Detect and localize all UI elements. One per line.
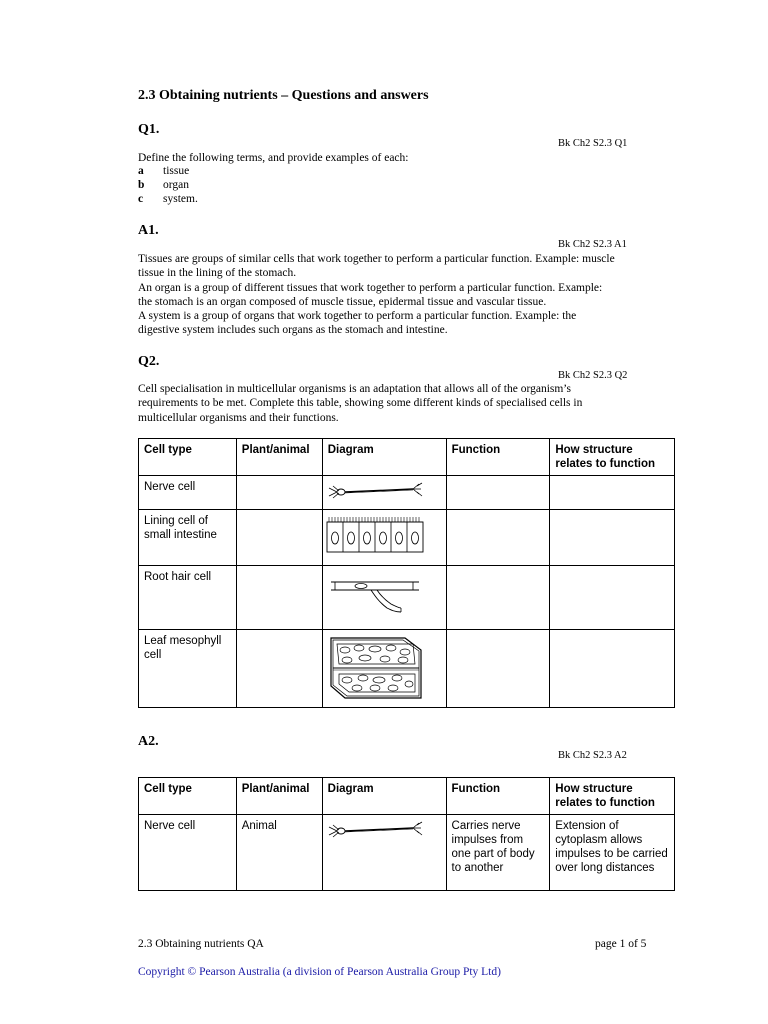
header-structure-function: How structure relates to function — [550, 439, 675, 476]
table-row — [139, 566, 675, 630]
cell-type: Root hair cell — [139, 566, 237, 630]
cell-plant-animal — [236, 510, 322, 566]
header-plant-animal: Plant/animal — [236, 778, 322, 815]
footer-copyright: Copyright © Pearson Australia (a division of Pearson Australia Group Pty Ltd) — [138, 966, 501, 978]
header-function: Function — [446, 778, 550, 815]
a2-heading: A2. — [138, 734, 159, 749]
header-plant-animal: Plant/animal — [236, 439, 322, 476]
diagram-cell — [322, 630, 446, 708]
q1-heading: Q1. — [138, 122, 160, 137]
cell-type: Nerve cell — [139, 815, 237, 891]
cell-plant-animal — [236, 566, 322, 630]
cell-function: Carries nerve impulses from one part of body to another — [446, 815, 550, 891]
q2-table — [138, 438, 675, 708]
q1-term-list — [138, 164, 198, 206]
footer-page-number: page 1 of 5 — [595, 938, 647, 950]
header-function: Function — [446, 439, 550, 476]
cell-relation: Extension of cytoplasm allows impulses to be carried over long distances — [550, 815, 675, 891]
leaf-mesophyll-cell-diagram — [325, 634, 425, 702]
table-row — [139, 630, 675, 708]
header-cell-type: Cell type — [139, 439, 237, 476]
table-row — [139, 510, 675, 566]
table-header-row — [139, 778, 675, 815]
header-cell-type: Cell type — [139, 778, 237, 815]
nerve-cell-diagram — [325, 819, 425, 843]
root-hair-cell-diagram — [325, 572, 425, 616]
list-item: c system. — [138, 193, 198, 205]
a1-answer-text: Tissues are groups of similar cells that work together to perform a particular function. Example: muscle tissue in the lining of the stomach. An organ is a group of different tissues that work together to perform a particular function. Example: the stomach is an organ composed of muscle tissue, epidermal tissue and vascular tissue. A system is a group of organs that work together to perform a particular function. Example: the digestive system includes such organs as the stomach and intestine. — [138, 253, 615, 337]
list-item: a tissue — [138, 165, 190, 177]
cell-function — [446, 476, 550, 510]
cell-relation — [550, 510, 675, 566]
cell-relation — [550, 630, 675, 708]
cell-function — [446, 566, 550, 630]
table-header-row — [139, 439, 675, 476]
header-diagram: Diagram — [322, 439, 446, 476]
nerve-cell-diagram — [325, 480, 425, 504]
cell-relation — [550, 566, 675, 630]
q1-reference: Bk Ch2 S2.3 Q1 — [558, 138, 628, 149]
cell-type: Nerve cell — [139, 476, 237, 510]
q2-heading: Q2. — [138, 354, 160, 369]
diagram-cell — [322, 815, 446, 891]
cell-plant-animal — [236, 476, 322, 510]
table-row — [139, 476, 675, 510]
a2-table — [138, 777, 675, 891]
cell-function — [446, 510, 550, 566]
list-item: b organ — [138, 179, 189, 191]
cell-plant-animal: Animal — [236, 815, 322, 891]
q1-intro: Define the following terms, and provide examples of each: — [138, 152, 409, 164]
a2-reference: Bk Ch2 S2.3 A2 — [558, 750, 627, 761]
cell-type: Lining cell of small intestine — [139, 510, 237, 566]
header-structure-function: How structure relates to function — [550, 778, 675, 815]
q2-reference: Bk Ch2 S2.3 Q2 — [558, 370, 628, 381]
table-row — [139, 815, 675, 891]
diagram-cell — [322, 566, 446, 630]
footer-document-name: 2.3 Obtaining nutrients QA — [138, 938, 264, 950]
cell-relation — [550, 476, 675, 510]
intestine-lining-cell-diagram — [325, 514, 425, 556]
cell-type: Leaf mesophyll cell — [139, 630, 237, 708]
header-diagram: Diagram — [322, 778, 446, 815]
a1-heading: A1. — [138, 223, 159, 238]
cell-plant-animal — [236, 630, 322, 708]
cell-function — [446, 630, 550, 708]
document-title: 2.3 Obtaining nutrients – Questions and answers — [138, 88, 429, 103]
a1-reference: Bk Ch2 S2.3 A1 — [558, 239, 627, 250]
q2-question-text: Cell specialisation in multicellular organisms is an adaptation that allows all of the organism’s requirements to be met. Complete this table, showing some different kinds of specialised cells in multicellular organisms and their functions. — [138, 383, 583, 424]
diagram-cell — [322, 510, 446, 566]
diagram-cell — [322, 476, 446, 510]
